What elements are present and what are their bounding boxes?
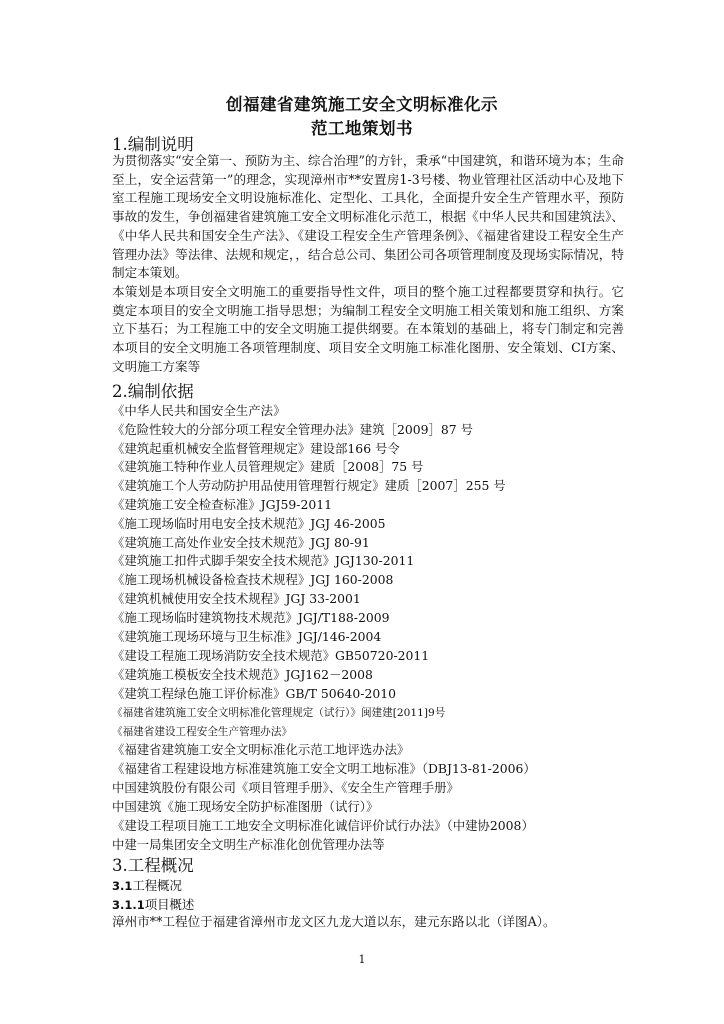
reference-item: 《福建省建筑施工安全文明标准化管理规定（试行）》闽建建[2011]9号: [112, 707, 446, 719]
reference-item: 《福建省工程建设地方标准建筑施工安全文明工地标准》（DBJ13-81-2006）: [112, 761, 536, 776]
reference-item: 《施工现场临时用电安全技术规范》JGJ 46-2005: [112, 516, 386, 531]
section-1-heading: 1.编制说明: [112, 135, 194, 154]
section-2-heading: 2.编制依据: [112, 382, 194, 401]
subsection-number: 3.1: [112, 879, 133, 893]
subsection-title: 工程概况: [132, 878, 182, 893]
reference-item: 《建筑施工扣件式脚手架安全技术规范》JGJ130-2011: [112, 553, 415, 568]
subsection-number: 3.1.1: [112, 898, 145, 912]
reference-item: 《建筑施工特种作业人员管理规定》建质［2008］75 号: [112, 459, 424, 474]
section-3-heading: 3.工程概况: [112, 856, 194, 875]
reference-item: 《危险性较大的分部分项工程安全管理办法》建筑［2009］87 号: [112, 422, 474, 437]
reference-item: 《建筑施工安全检查标准》JGJ59-2011: [112, 497, 333, 512]
subsection-3-1-heading: [112, 876, 182, 894]
section-1-paragraph-2: 本策划是本项目安全文明施工的重要指导性文件，项目的整个施工过程都要贯穿和执行。它奠定本项目的安全文明施工指导思想；为编制工程安全文明施工相关策划和施工组织、方案立下基石；为工程施工中的安全文明施工提供纲要。在本策划的基础上，将专门制定和完善本项目的安全文明施工各项管理制度、项目安全文明施工标准化图册、安全策划、CI方案、文明施工方案等: [112, 284, 624, 374]
reference-item: 《建设工程施工现场消防安全技术规范》GB50720-2011: [112, 648, 430, 663]
reference-item: 《福建省建设工程安全生产管理办法》: [112, 726, 293, 738]
reference-item: 《建筑施工模板安全技术规范》JGJ162－2008: [112, 667, 373, 682]
document-title-line2: 范工地策划书: [311, 119, 413, 138]
reference-item: 《建筑工程绿色施工评价标准》GB/T 50640-2010: [112, 686, 396, 701]
reference-item: 《建筑施工个人劳动防护用品使用管理暂行规定》建质［2007］255 号: [112, 478, 506, 493]
page-number: 1: [358, 953, 366, 966]
reference-item: 中国建筑股份有限公司《项目管理手册》、《安全生产管理手册》: [112, 780, 459, 795]
subsection-title: 项目概述: [144, 897, 195, 912]
reference-item: 中建一局集团安全文明生产标准化创优管理办法等: [112, 837, 385, 852]
reference-item: 《中华人民共和国安全生产法》: [112, 403, 286, 418]
section-3-paragraph: 漳州市**工程位于福建省漳州市龙文区九龙大道以东，建元东路以北（详图A）。: [112, 914, 556, 929]
subsection-3-1-1-heading: [112, 895, 194, 913]
reference-item: 《施工现场临时建筑物技术规范》JGJ/T188-2009: [112, 610, 390, 625]
reference-item: 《建筑机械使用安全技术规程》JGJ 33-2001: [112, 591, 361, 606]
reference-item: 《建筑起重机械安全监督管理规定》建设部166 号令: [112, 441, 400, 456]
reference-item: 《建筑施工现场环境与卫生标准》JGJ/146-2004: [112, 629, 382, 644]
document-title-line1: 创福建省建筑施工安全文明标准化示: [226, 95, 498, 114]
reference-item: 《福建省建筑施工安全文明标准化示范工地评选办法》: [112, 742, 410, 757]
section-1-paragraph-1: 为贯彻落实“安全第一、预防为主、综合治理”的方针，秉承“中国建筑，和谐环境为本；生命至上，安全运营第一”的理念，实现漳州市**安置房1-3号楼、物业管理社区活动中心及地下室工程施工现场安全文明设施标准化、定型化、工具化，全面提升安全生产管理水平，预防事故的发生，争创福建省建筑施工安全文明标准化示范工，根据《中华人民共和国建筑法》、《中华人民共和国安全生产法》、《建设工程安全生产管理条例》、《福建省建设工程安全生产管理办法》等法律、法规和规定，，结合总公司、集团公司各项管理制度及现场实际情况，特制定本策划。: [112, 153, 624, 281]
reference-item: 《建筑施工高处作业安全技术规范》JGJ 80-91: [112, 535, 370, 550]
reference-item: 中国建筑《施工现场安全防护标准图册（试行）》: [112, 799, 379, 814]
reference-item: 《施工现场机械设备检查技术规程》JGJ 160-2008: [112, 572, 394, 587]
reference-item: 《建设工程项目施工工地安全文明标准化诚信评价试行办法》（中建协2008）: [112, 818, 534, 833]
